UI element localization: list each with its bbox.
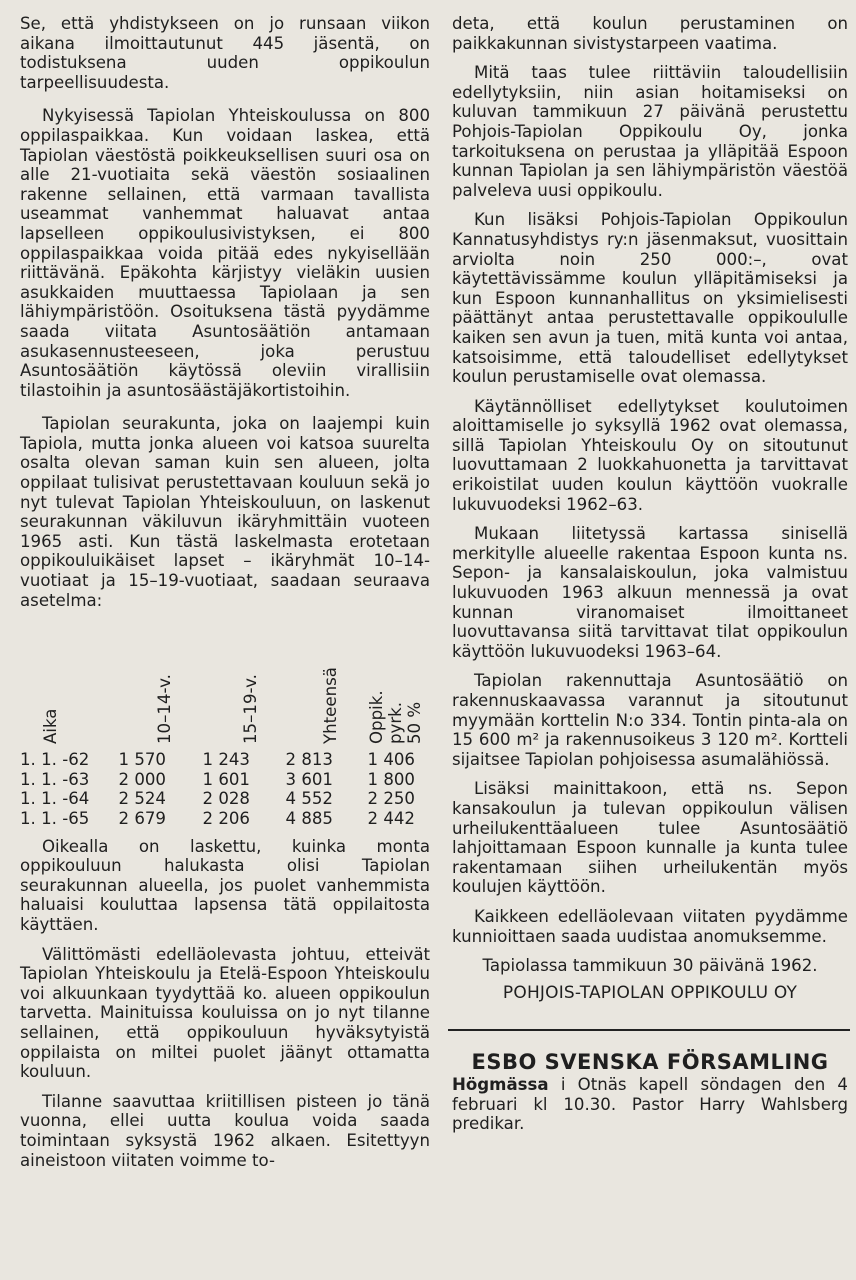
header-10-14: 10–14-v. (155, 674, 174, 745)
table-cell: 2 206 (202, 809, 250, 828)
table-cell: 1 406 (367, 750, 415, 770)
signature-organization: POHJOIS-TAPIOLAN OPPIKOULU OY (502, 982, 798, 1003)
table-cell: 1. 1. -62 (20, 750, 90, 770)
table-cell: 1 601 (202, 769, 250, 789)
table-cell: 1. 1. -63 (20, 769, 90, 789)
paragraph: Tilanne saavuttaa kriitillisen pisteen jo tänä vuonna, ellei uutta koulua voida saada toimintaan syksystä 1962 alkaen. Esitettyyn aineistoon viitaten voimme to- (20, 1091, 430, 1170)
right-column (452, 14, 848, 1144)
paragraph: deta, että koulun perustaminen on paikkakunnan sivistystarpeen vaatima. (452, 14, 848, 53)
table-row (20, 789, 415, 809)
paragraph: Nykyisessä Tapiolan Yhteiskoulussa on 800 oppilaspaikkaa. Kun voidaan laskea, että Tapiolan väestöstä poikkeuksellisen suuri osa on alle 21-vuotiaita sekä väestön sosiaalinen rakenne sellainen, että varmaan tavallista useammat vanhemmat haluavat antaa lapselleen oppikoulusivistyksen, ei 800 oppilaspaikkaa voida pitää edes nykyisellään riittävänä. Epäkohta kärjistyy vieläkin uusien asukkaiden muuttaessa Tapiolaan ja sen lähiympäristöön. Osoituksena tästä pyydämme saada viitata Asuntosäätiön antamaan asukasennusteeseen, joka perustuu Asuntosäätiön käytössä oleviin virallisiin tilastoihin ja asuntosäästäjäkortistoihin. (20, 106, 430, 400)
table-row (20, 750, 415, 770)
paragraph: Tapiolan seurakunta, joka on laajempi kuin Tapiola, mutta jonka alueen voi katsoa suurelta osalta olevan saman kuin sen alueen, jolta oppilaat tulisivat perustettavaan kouluun sekä jo nyt tulevat Tapiolan Yhteiskouluun, on laskenut seurakunnan väkiluvun ikäryhmittäin vuoteen 1965 asti. Kun tästä laskelmasta erotetaan oppikouluikäiset lapset – ikäryhmät 10–14-vuotiaat ja 15–19-vuotiaat, saadaan seuraava asetelma: (20, 414, 430, 610)
table-header (20, 620, 430, 750)
table-cell: 3 601 (285, 769, 333, 789)
table-cell: 1. 1. -65 (20, 809, 90, 828)
paragraph: Välittömästi edelläolevasta johtuu, etteivät Tapiolan Yhteiskoulu ja Etelä-Espoon Yhteiskoulu voi alkuunkaan tyydyttää ko. alueen oppikoulun tarvetta. Mainituissa kouluissa on jo nyt tilanne sellainen, että oppikouluun hyväksytyistä oppilaista on miltei puolet jäänyt ottamatta kouluun. (20, 944, 430, 1082)
table-row (20, 809, 415, 829)
left-column (20, 14, 430, 1180)
table-cell: 1 243 (202, 750, 250, 770)
paragraph: Mukaan liitetyssä kartassa sinisellä merkitylle alueelle rakentaa Espoon kunta ns. Sepon- ja kansalaiskoulun, joka valmistuu lukuvuoden 1963 alkuun mennessä ja ovat kunnan viranomaiset ilmoittaneet luovuttavansa siitä tarvittavat tilat oppikoulun käyttöön lukuvuodeksi 1963–64. (452, 524, 848, 661)
table-row (20, 770, 415, 790)
table-cell: 2 679 (118, 809, 166, 828)
signature-date: Tapiolassa tammikuun 30 päivänä 1962. (482, 956, 818, 976)
table-cell: 2 442 (367, 809, 415, 828)
table-cell: 2 000 (118, 769, 166, 789)
table-cell: 2 524 (118, 789, 166, 809)
paragraph: Mitä taas tulee riittäviin taloudellisiin edellytyksiin, niin asian hoitamiseksi on kuluvan tammikuun 27 päivänä perustettu Pohjois-Tapiolan Oppikoulu Oy, jonka tarkoituksena on perustaa ja ylläpitää Espoon kunnan Tapiolan ja sen lähiympäristön väestöä palveleva uusi oppikoulu. (452, 63, 848, 200)
header-yhteensa: Yhteensä (321, 667, 340, 745)
table-cell: 1 800 (367, 769, 415, 789)
header-oppik: Oppik. pyrk. 50 % (367, 690, 424, 745)
table-cell: 1. 1. -64 (20, 789, 90, 809)
paragraph: Lisäksi mainittakoon, että ns. Sepon kansakoulun ja tulevan oppikoulun välisen urheilukenttäalueen tulee Asuntosäätiö lahjoittamaan Espoon kunnalle ja kunta tulee rakentamaan siihen urheilukentän myös koulujen käyttöön. (452, 779, 848, 897)
header-15-19: 15–19-v. (241, 674, 260, 745)
notice-body: i Otnäs kapell söndagen den 4 februari kl 10.30. Pastor Harry Wahlsberg predikar. (452, 1074, 848, 1134)
notice-bold: Högmässa (452, 1074, 549, 1094)
notice-title: ESBO SVENSKA FÖRSAMLING (471, 1050, 829, 1075)
table-cell: 2 250 (367, 789, 415, 809)
divider (448, 1029, 850, 1031)
age-group-table (20, 750, 415, 828)
table-cell: 4 552 (285, 789, 333, 809)
table-cell: 2 028 (202, 789, 250, 809)
header-aika: Aika (41, 708, 60, 745)
notice-text (452, 1075, 848, 1134)
paragraph: Käytännölliset edellytykset koulutoimen aloittamiselle jo syksyllä 1962 ovat olemassa, sillä Tapiolan Yhteiskoulu Oy on sitoutunut luovuttamaan 2 luokkahuonetta ja tarvittavat erikoistilat uuden koulun käyttöön vuokralle lukuvuodeksi 1962–63. (452, 396, 848, 514)
paragraph: Tapiolan rakennuttaja Asuntosäätiö on rakennuskaavassa varannut ja sitoutunut myymään korttelin N:o 334. Tontin pinta-ala on 15 600 m² ja rakennusoikeus 3 120 m². Kortteli sijaitsee Tapiolan pohjoisessa asumalähiössä. (452, 671, 848, 769)
table-cell: 1 570 (118, 750, 166, 770)
paragraph: Kun lisäksi Pohjois-Tapiolan Oppikoulun Kannatusyhdistys ry:n jäsenmaksut, vuosittain arviolta noin 250 000:–, ovat käytettävissämme koulun ylläpitämiseksi ja kun Espoon kunnanhallitus on yksimielisesti päättänyt antaa perustettavalle oppikoululle kaiken sen avun ja tuen, mitä kunta voi antaa, katsoisimme, että taloudelliset edellytykset koulun perustamiselle ovat olemassa. (452, 210, 848, 387)
table-cell: 2 813 (285, 750, 333, 770)
paragraph: Oikealla on laskettu, kuinka monta oppikouluun halukasta olisi Tapiolan seurakunnan alueella, jos puolet vanhemmista haluaisi kouluttaa lapsensa tätä oppilaitosta käyttäen. (20, 836, 430, 934)
paragraph: Kaikkeen edelläolevaan viitaten pyydämme kunnioittaen saada uudistaa anomuksemme. (452, 906, 848, 946)
paragraph: Se, että yhdistykseen on jo runsaan viikon aikana ilmoittautunut 445 jäsentä, on todistuksena uuden oppikoulun tarpeellisuudesta. (20, 14, 430, 92)
table-cell: 4 885 (285, 809, 333, 828)
